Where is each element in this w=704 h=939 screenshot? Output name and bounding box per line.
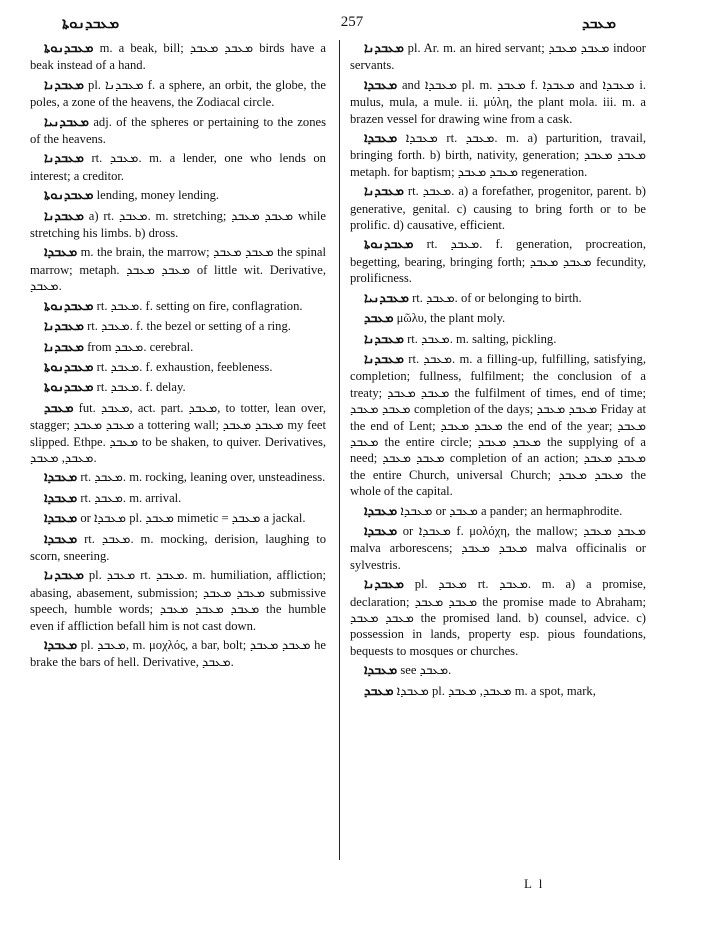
entry-definition: rt. ܡܥܒܕ. m. a lender, one who lends on interest; a creditor. bbox=[30, 151, 326, 183]
entry-headword: ܡܥܒܕ bbox=[364, 683, 394, 699]
dictionary-entry bbox=[30, 114, 326, 148]
entry-headword: ܡܥܒܕܐ bbox=[44, 531, 78, 547]
dictionary-entry bbox=[30, 187, 326, 204]
entry-definition: pl. ܡܥܒܕ rt. ܡܥܒܕ. m. humiliation, affliction; abasing, abasement, submission; ܡܥܒܕ ܡܥܒܕ submissive speech, humble words; ܡܥܒܕ ܡܥܒܕ ܡܥܒܕ the humble even if affliction befall him is not cast down. bbox=[30, 568, 326, 633]
entry-definition: from ܡܥܒܕ. cerebral. bbox=[87, 339, 194, 354]
entry-headword: ܡܥܒܕܢܘܬܐ bbox=[44, 380, 94, 396]
entry-definition: fut. ܡܥܒܕ, act. part. ܡܥܒܕ, to totter, lean over, stagger; ܡܥܒܕ ܡܥܒܕ a tottering wall; ܡܥܒܕ ܡܥܒܕ my feet slipped. Ethpe. ܡܥܒܕ to be shaken, to quiver. Derivatives, ܡܥܒܕ, ܡܥܒܕ. bbox=[30, 400, 327, 465]
entry-headword: ܡܥܒܕܢܘܬܐ bbox=[364, 237, 414, 253]
dictionary-entry bbox=[350, 523, 646, 573]
entry-definition: pl. ܡܥܒܕ, m. μοχλός, a bar, bolt; ܡܥܒܕ ܡܥܒܕ he brake the bars of hell. Derivative, ܡܥܒܕ. bbox=[30, 638, 326, 670]
dictionary-entry bbox=[350, 351, 646, 500]
entry-definition: ܡܥܒܕܐ rt. ܡܥܒܕ. m. a) parturition, travail, bringing forth. b) birth, nativity, generation; ܡܥܒܕ ܡܥܒܕ metaph. for baptism; ܡܥܒܕ ܡܥܒܕ regeneration. bbox=[350, 131, 646, 179]
dictionary-entry bbox=[350, 503, 646, 520]
entry-headword: ܡܥܒܕܢܐ bbox=[364, 331, 404, 347]
dictionary-entry bbox=[30, 379, 326, 396]
entry-headword: ܡܥܒܕܢܐ bbox=[44, 208, 84, 224]
dictionary-entry bbox=[30, 77, 326, 111]
dictionary-entry bbox=[350, 130, 646, 180]
dictionary-entry bbox=[30, 318, 326, 335]
entry-headword: ܡܥܒܕܢܐ bbox=[364, 184, 404, 200]
right-column bbox=[350, 40, 646, 703]
entry-headword: ܡܥܒܕܐ bbox=[44, 638, 78, 653]
dictionary-entry bbox=[30, 510, 326, 527]
entry-definition: rt. ܡܥܒܕ. m. rocking, leaning over, unsteadiness. bbox=[80, 470, 326, 485]
dictionary-entry bbox=[350, 40, 646, 74]
entry-headword: ܡܥܒܕܢܘܬܐ bbox=[44, 298, 94, 314]
entry-headword: ܡܥܒܕܢܘܬܐ bbox=[44, 41, 94, 56]
entry-definition: see ܡܥܒܕ. bbox=[400, 663, 452, 678]
entry-definition: pl. ܡܥܒܕ rt. ܡܥܒܕ. m. a) a promise, declaration; ܡܥܒܕ ܡܥܒܕ the promise made to Abraham; ܡܥܒܕ ܡܥܒܕ the promised land. b) counsel, advice. c) possession in lands, property esp. pious foundations, bequests to mosques or churches. bbox=[350, 577, 647, 658]
entry-headword: ܡܥܒܕܢܐ bbox=[44, 151, 84, 167]
entry-definition: rt. ܡܥܒܕ. f. exhaustion, feebleness. bbox=[96, 359, 273, 374]
entry-definition: or ܡܥܒܕܐ pl. ܡܥܒܕ mimetic = ܡܥܒܕ a jackal. bbox=[80, 511, 306, 526]
dictionary-entry bbox=[30, 359, 326, 376]
entry-headword: ܡܥܒܕܐ bbox=[364, 77, 398, 93]
dictionary-entry bbox=[30, 339, 326, 356]
entry-headword: ܡܥܒܕܢܘܬܐ bbox=[44, 359, 94, 375]
entry-headword: ܡܥܒܕܢܐ bbox=[44, 339, 84, 355]
entry-definition: a) rt. ܡܥܒܕ. m. stretching; ܡܥܒܕ ܡܥܒܕ while stretching his limbs. b) dross. bbox=[30, 208, 326, 241]
dictionary-entry bbox=[350, 236, 646, 286]
entry-definition: rt. ܡܥܒܕ. f. delay. bbox=[96, 380, 186, 395]
signature-mark: L l bbox=[524, 876, 545, 891]
dictionary-entry bbox=[30, 40, 326, 74]
dictionary-entry bbox=[30, 400, 326, 467]
entry-definition: and ܡܥܒܕܐ pl. m. ܡܥܒܕ f. ܡܥܒܕܐ and ܡܥܒܕܐ i. mulus, mula, a mule. ii. μύλη, the plant mola. iii. m. a brazen vessel for drawing wine from a cask. bbox=[350, 77, 647, 126]
entry-definition: rt. ܡܥܒܕ. f. setting on fire, conflagration. bbox=[96, 298, 303, 313]
entry-headword: ܡܥܒܕܢܐ bbox=[364, 351, 404, 367]
dictionary-entry bbox=[30, 637, 326, 671]
entry-headword: ܡܥܒܕܢܐ bbox=[44, 568, 84, 584]
header-right-word: ܡܥܒܕ bbox=[581, 14, 616, 32]
page-number: 257 bbox=[340, 14, 364, 30]
entry-headword: ܡܥܒܕܢܐ bbox=[44, 319, 84, 335]
dictionary-entry bbox=[350, 290, 646, 307]
entry-headword: ܡܥܒܕܢܐ bbox=[364, 577, 404, 593]
dictionary-entry bbox=[30, 208, 326, 242]
left-column bbox=[30, 40, 326, 674]
dictionary-entry bbox=[350, 576, 646, 659]
dictionary-entry bbox=[30, 244, 326, 294]
dictionary-entry bbox=[350, 683, 646, 700]
running-header bbox=[0, 14, 704, 36]
entry-headword: ܡܥܒܕ bbox=[44, 400, 74, 416]
entry-headword: ܡܥܒܕܐ bbox=[364, 131, 398, 147]
entry-definition: pl. Ar. m. an hired servant; ܡܥܒܕ ܡܥܒܕ indoor servants. bbox=[350, 41, 646, 73]
entry-definition: adj. of the spheres or pertaining to the zones of the heavens. bbox=[30, 114, 326, 147]
entry-definition: or ܡܥܒܕܐ f. μολόχη, the mallow; ܡܥܒܕ ܡܥܒܕ malva arborescens; ܡܥܒܕ ܡܥܒܕ malva officinalis or sylvestris. bbox=[350, 523, 646, 572]
entry-definition: m. a beak, bill; ܡܥܒܕ ܡܥܒܕ birds have a beak instead of a hand. bbox=[30, 41, 327, 73]
entry-headword: ܡܥܒܕܐ bbox=[364, 503, 398, 519]
entry-definition: rt. ܡܥܒܕ. of or belonging to birth. bbox=[412, 290, 582, 305]
dictionary-entry bbox=[30, 567, 326, 634]
dictionary-entry bbox=[350, 662, 646, 679]
entry-headword: ܡܥܒܕܐ bbox=[44, 511, 78, 527]
dictionary-entry bbox=[30, 298, 326, 315]
entry-headword: ܡܥܒܕܐ bbox=[44, 245, 78, 261]
header-left-word: ܡܥܒܕܢܘܬܐ bbox=[62, 14, 120, 32]
entry-headword: ܡܥܒܕܢܘܬܐ bbox=[44, 188, 94, 204]
dictionary-entry bbox=[350, 310, 646, 327]
dictionary-entry bbox=[30, 469, 326, 486]
entry-headword: ܡܥܒܕܐ bbox=[364, 663, 398, 679]
dictionary-entry bbox=[350, 183, 646, 233]
entry-definition: μῶλυ, the plant moly. bbox=[396, 311, 506, 326]
entry-headword: ܡܥܒܕܢܐ bbox=[364, 41, 404, 56]
dictionary-entry bbox=[350, 331, 646, 348]
entry-definition: pl. ܡܥܒܕܢܐ f. a sphere, an orbit, the globe, the poles, a zone of the heavens, the Zodiacal circle. bbox=[30, 77, 327, 110]
entry-definition: rt. ܡܥܒܕ. f. the bezel or setting of a ring. bbox=[87, 319, 291, 334]
entry-headword: ܡܥܒܕܐ bbox=[364, 523, 398, 539]
dictionary-entry bbox=[350, 77, 646, 127]
entry-headword: ܡܥܒܕܐ bbox=[44, 470, 78, 486]
entry-definition: lending, money lending. bbox=[96, 188, 220, 203]
entry-definition: rt. ܡܥܒܕ. m. a filling-up, fulfilling, satisfying, completion; fullness, fulfilment; the conclusion of a treaty; ܡܥܒܕ ܡܥܒܕ the fulfilment of times, end of time; ܡܥܒܕ ܡܥܒܕ completion of the days; ܡܥܒܕ ܡܥܒܕ Friday at the end of Lent; ܡܥܒܕ ܡܥܒܕ the end of the year; ܡܥܒܕ ܡܥܒܕ the entire circle; ܡܥܒܕ ܡܥܒܕ the supplying of a need; ܡܥܒܕ ܡܥܒܕ completion of an action; ܡܥܒܕ ܡܥܒܕ the entire Church, universal Church; ܡܥܒܕ ܡܥܒܕ the whole of the capital. bbox=[350, 351, 647, 499]
entry-definition: rt. ܡܥܒܕ. m. salting, pickling. bbox=[407, 331, 557, 346]
entry-headword: ܡܥܒܕ bbox=[364, 311, 394, 327]
entry-headword: ܡܥܒܕܢܝܐ bbox=[364, 290, 409, 306]
entry-definition: rt. ܡܥܒܕ. f. generation, procreation, begetting, bearing, bringing forth; ܡܥܒܕ ܡܥܒܕ fecundity, prolificness. bbox=[350, 237, 646, 286]
entry-definition: rt. ܡܥܒܕ. a) a forefather, progenitor, parent. b) generative, genital. c) causing to bring forth or to be prolific. d) causative, efficient. bbox=[350, 184, 646, 233]
column-divider bbox=[339, 40, 340, 860]
dictionary-entry bbox=[30, 531, 326, 565]
entry-definition: ܡܥܒܕܐ or ܡܥܒܕ a pander; an hermaphrodite. bbox=[400, 503, 623, 518]
entry-definition: rt. ܡܥܒܕ. m. mocking, derision, laughing to scorn, sneering. bbox=[30, 531, 326, 563]
dictionary-entry bbox=[30, 490, 326, 507]
dictionary-entry bbox=[30, 150, 326, 184]
entry-headword: ܡܥܒܕܢܝܐ bbox=[44, 114, 89, 130]
entry-definition: rt. ܡܥܒܕ. m. arrival. bbox=[80, 490, 182, 505]
entry-headword: ܡܥܒܕܐ bbox=[44, 490, 78, 506]
entry-headword: ܡܥܒܕܢܐ bbox=[44, 77, 84, 93]
entry-definition: m. the brain, the marrow; ܡܥܒܕ ܡܥܒܕ the spinal marrow; metaph. ܡܥܒܕ ܡܥܒܕ of little wit. Derivative, ܡܥܒܕ. bbox=[30, 245, 326, 294]
entry-definition: ܡܥܒܕܐ pl. ܡܥܒܕ, ܡܥܒܕ m. a spot, mark, bbox=[396, 683, 596, 698]
